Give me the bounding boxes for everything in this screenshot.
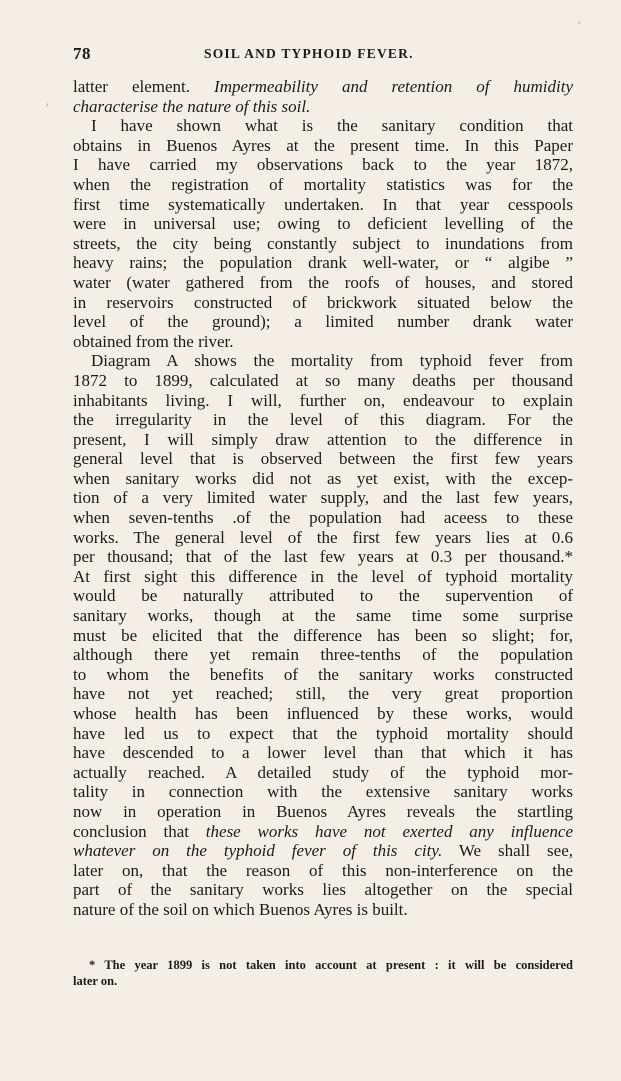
text-line: [73, 175, 573, 195]
text-line: [73, 116, 573, 136]
text-line: [73, 841, 573, 861]
text-run: when seven-tenths .of the population had aceess to these: [73, 508, 573, 528]
text-run: were in universal use; owing to deficient levelling of the: [73, 214, 573, 234]
text-run: streets, the city being constantly subject to inundations from: [73, 233, 573, 253]
text-line: [73, 724, 573, 744]
text-run: per thousand; that of the last few years at 0.3 per thousand.*: [73, 547, 573, 567]
text-run: I have carried my observations back to the year 1872,: [73, 155, 573, 175]
footnote-line: later on.: [73, 974, 118, 988]
text-line: [73, 430, 573, 450]
text-line: [73, 214, 573, 234]
text-run: have descended to a lower level than that which it has: [73, 743, 573, 763]
text-line: [73, 410, 573, 430]
text-run: must be elicited that the difference has been so slight; for,: [73, 625, 573, 645]
text-run: have not yet reached; still, the very great proportion: [73, 684, 573, 704]
text-line: [73, 547, 573, 567]
text-line: [73, 136, 573, 156]
text-line: [73, 253, 573, 273]
text-line: [73, 488, 573, 508]
text-run: have led us to expect that the typhoid mortality should: [73, 723, 573, 743]
text-line: [73, 822, 573, 842]
text-line: [73, 273, 573, 293]
text-run: to whom the benefits of the sanitary works constructed: [73, 664, 573, 684]
text-line: [73, 234, 573, 254]
text-run: I have shown what is the sanitary condition that: [91, 116, 573, 136]
text-line: [73, 351, 573, 371]
text-line: [73, 155, 573, 175]
text-line: [73, 391, 573, 411]
text-run: obtained from the river.: [73, 331, 234, 351]
text-line: [73, 684, 573, 704]
text-line: [73, 97, 573, 117]
text-line: [73, 782, 573, 802]
italic-run: Impermeability and retention of humidity: [214, 77, 573, 96]
italic-run: characterise the nature of this soil.: [73, 96, 311, 116]
text-run: conclusion that: [73, 821, 206, 841]
text-line: [73, 195, 573, 215]
text-line: [73, 626, 573, 646]
text-line: [73, 743, 573, 763]
text-run: although there yet remain three-tenths of the population: [73, 645, 573, 665]
text-line: [73, 645, 573, 665]
page-header: [73, 44, 573, 68]
text-run: the irregularity in the level of this diagram. For the: [73, 410, 573, 430]
text-line: [73, 528, 573, 548]
text-run: works. The general level of the first few years lies at 0.6: [73, 527, 573, 547]
margin-tick-mark: ′: [578, 18, 581, 32]
text-run: level of the ground); a limited number drank water: [73, 312, 573, 332]
text-line: [73, 586, 573, 606]
running-title: SOIL AND TYPHOID FEVER.: [204, 46, 414, 61]
text-run: water (water gathered from the roofs of houses, and stored: [73, 272, 573, 292]
text-run: nature of the soil on which Buenos Ayres is built.: [73, 899, 408, 919]
italic-run: whatever on the typhoid fever of this city.: [73, 841, 443, 861]
text-line: [73, 449, 573, 469]
text-line: [73, 567, 573, 587]
text-line: [73, 332, 573, 352]
text-run: tion of a very limited water supply, and the last few years,: [73, 488, 573, 508]
text-run: 1872 to 1899, calculated at so many deaths per thousand: [73, 370, 573, 390]
text-line: [73, 665, 573, 685]
text-line: [73, 312, 573, 332]
page-number: 78: [73, 44, 91, 63]
text-run: Diagram A shows the mortality from typhoid fever from: [91, 351, 573, 371]
text-run: when the registration of mortality statistics was for the: [73, 174, 573, 194]
text-line: [73, 880, 573, 900]
text-run: obtains in Buenos Ayres at the present time. In this Paper: [73, 135, 573, 155]
text-run: first time systematically undertaken. In that year cesspools: [73, 194, 573, 214]
text-run: now in operation in Buenos Ayres reveals the startling: [73, 801, 573, 821]
text-run: tality in connection with the extensive sanitary works: [73, 782, 573, 802]
text-run: part of the sanitary works lies altogether on the special: [73, 880, 573, 900]
text-run: latter element.: [73, 77, 215, 96]
margin-tick-mark: ′: [46, 100, 49, 114]
text-run: present, I will simply draw attention to the difference in: [73, 429, 573, 449]
text-line: [73, 802, 573, 822]
italic-run: these works have not exerted any influence: [205, 821, 573, 841]
text-run: later on, that the reason of this non-interference on the: [73, 860, 573, 880]
text-run: when sanitary works did not as yet exist, with the excep-: [73, 468, 573, 488]
footnote-line: * The year 1899 is not taken into account at present : it will be considered: [89, 958, 573, 972]
text-run: in reservoirs constructed of brickwork situated below the: [73, 292, 573, 312]
text-run: At first sight this difference in the level of typhoid mortality: [73, 566, 573, 586]
text-line: [73, 763, 573, 783]
text-line: [73, 900, 573, 920]
text-run: whose health has been influenced by these works, would: [73, 704, 573, 723]
text-line: [73, 508, 573, 528]
text-run: would be naturally attributed to the supervention of: [73, 586, 573, 606]
text-line: [73, 861, 573, 881]
text-run: general level that is observed between the first few years: [73, 449, 573, 469]
text-run: inhabitants living. I will, further on, endeavour to explain: [73, 390, 573, 410]
text-run: heavy rains; the population drank well-water, or “ algibe ”: [73, 253, 573, 273]
text-line: [73, 371, 573, 391]
text-line: [73, 77, 573, 97]
text-run: sanitary works, though at the same time some surprise: [73, 606, 573, 626]
footnote: [73, 957, 573, 989]
text-line: [73, 469, 573, 489]
body-text: [73, 77, 573, 920]
text-run: actually reached. A detailed study of the typhoid mor-: [73, 762, 573, 782]
text-run: We shall see,: [442, 841, 573, 861]
text-line: [73, 293, 573, 313]
text-line: [73, 704, 573, 724]
text-line: [73, 606, 573, 626]
